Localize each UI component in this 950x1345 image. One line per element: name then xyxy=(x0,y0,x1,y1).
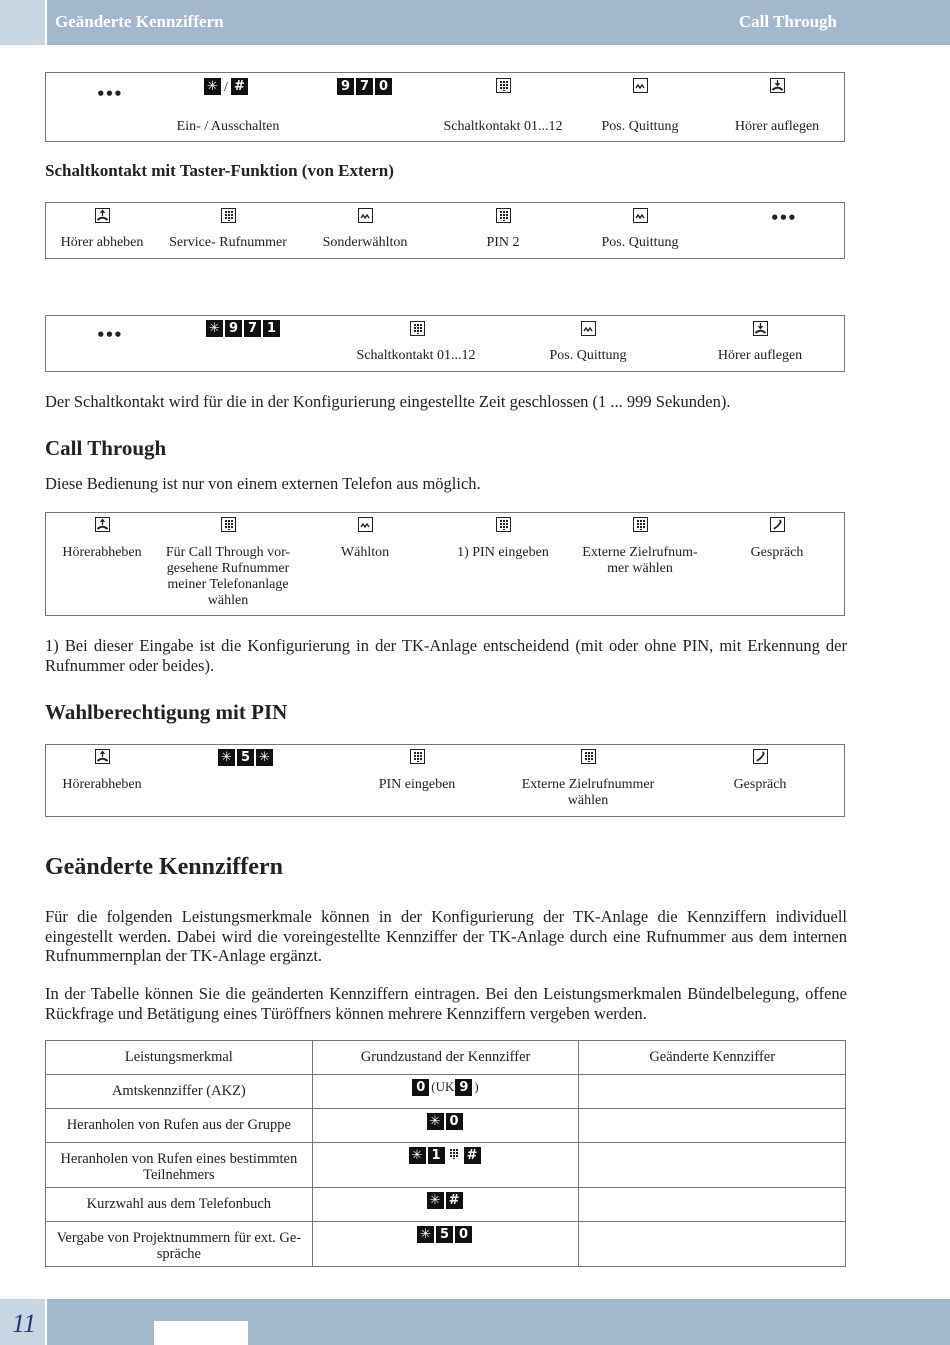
page-footer xyxy=(0,1299,950,1345)
changed-code-cell[interactable] xyxy=(579,1222,846,1267)
table-header: Leistungsmerkmal xyxy=(46,1041,313,1075)
table-row xyxy=(46,1075,846,1109)
tone-icon xyxy=(633,208,648,226)
step-label: Schaltkontakt 01...12 xyxy=(356,348,476,363)
paragraph-geaenderte-2: In der Tabelle können Sie die geänderten Kennziffern eintragen. Bei den Leistungsmerkmalen Bündelbelegung, offene Rückfrage und Betätigung eines Türöffners können mehrere Kennziffern vergeben werden. xyxy=(45,984,847,1023)
merkmal-cell: Vergabe von Projektnummern für ext. Ge- spräche xyxy=(46,1222,313,1267)
keypad-icon xyxy=(633,517,648,535)
code-pickup-group: ✳ 0 xyxy=(427,1113,465,1129)
step-label: Hörerabheben xyxy=(62,545,142,560)
handset-lift-icon xyxy=(95,749,110,767)
merkmal-cell: Amtskennziffer (AKZ) xyxy=(46,1075,313,1109)
key-1: 1 xyxy=(263,320,280,337)
dots-icon: ••• xyxy=(96,85,122,103)
step-label: Für Call Through vor- gesehene Rufnummer meiner Telefonanlage wählen xyxy=(165,545,291,608)
slash-separator: / xyxy=(224,80,228,95)
key-5: 5 xyxy=(237,749,254,766)
changed-code-cell[interactable] xyxy=(579,1143,846,1188)
table-header-row xyxy=(46,1041,846,1075)
step-label: Gespräch xyxy=(750,545,804,560)
step-label: PIN eingeben xyxy=(378,777,456,792)
table-row xyxy=(46,1143,846,1188)
procedure-box-taster xyxy=(45,202,845,259)
key-9: 9 xyxy=(225,320,242,337)
keypad-icon xyxy=(496,78,511,96)
keypad-icon xyxy=(410,749,425,767)
heading-wahlberechtigung: Wahlberechtigung mit PIN xyxy=(45,700,288,724)
tone-icon xyxy=(581,321,596,339)
step-label: Hörerabheben xyxy=(62,777,142,792)
keypad-icon xyxy=(447,1147,462,1162)
step-label: Pos. Quittung xyxy=(549,348,627,363)
step-label: 1) PIN eingeben xyxy=(457,545,549,560)
step-label: Externe Zielrufnum- mer wählen xyxy=(582,545,698,576)
footer-label-box xyxy=(154,1321,248,1345)
procedure-box-call-through xyxy=(45,512,845,616)
keypad-icon xyxy=(410,321,425,339)
step-label: Pos. Quittung xyxy=(601,119,679,134)
code-keys-970 xyxy=(337,78,394,96)
paragraph-call-through-intro: Diese Bedienung ist nur von einem externen Telefon aus möglich. xyxy=(45,474,481,493)
keypad-icon xyxy=(496,208,511,226)
talk-icon xyxy=(753,749,768,767)
dots-icon: ••• xyxy=(770,209,796,227)
section-heading-taster: Schaltkontakt mit Taster-Funktion (von Extern) xyxy=(45,161,394,180)
step-label: Sonderwählton xyxy=(322,235,408,250)
heading-geaenderte-kennziffern: Geänderte Kennziffern xyxy=(45,854,283,880)
key-7: 7 xyxy=(356,78,373,95)
procedure-box-taster-2 xyxy=(45,315,845,372)
key-7: 7 xyxy=(244,320,261,337)
code-cell xyxy=(312,1109,579,1143)
step-label: Pos. Quittung xyxy=(601,235,679,250)
talk-icon xyxy=(770,517,785,535)
changed-code-cell[interactable] xyxy=(579,1109,846,1143)
paragraph-schaltkontakt: Der Schaltkontakt wird für die in der Konfigurierung eingestellte Zeit geschlossen (1 ... 999 Sekunden). xyxy=(45,392,731,411)
header-section-title: Geänderte Kennziffern xyxy=(55,12,224,31)
changed-code-cell[interactable] xyxy=(579,1188,846,1222)
tone-icon xyxy=(633,78,648,96)
code-akz: 0 (UK 9 ) xyxy=(412,1079,478,1095)
star-key-icon: ✳ xyxy=(256,749,273,766)
page-number: 11 xyxy=(12,1309,37,1338)
step-label: Gespräch xyxy=(733,777,787,792)
code-cell xyxy=(312,1188,579,1222)
page-header xyxy=(0,0,950,45)
code-projektnummern: ✳ 5 0 xyxy=(417,1226,474,1242)
key-0: 0 xyxy=(375,78,392,95)
tone-icon xyxy=(358,517,373,535)
tone-icon xyxy=(358,208,373,226)
code-cell xyxy=(312,1075,579,1109)
table-row xyxy=(46,1188,846,1222)
step-label: Ein- / Ausschalten xyxy=(176,119,280,134)
keypad-icon xyxy=(581,749,596,767)
table-header: Geänderte Kennziffer xyxy=(579,1041,846,1075)
hangup-icon xyxy=(770,78,785,96)
dots-icon: ••• xyxy=(96,326,122,344)
code-keys-star5star xyxy=(218,749,275,767)
star-key-icon: ✳ xyxy=(204,78,221,95)
footnote-call-through: 1) Bei dieser Eingabe ist die Konfigurierung in der TK-Anlage entscheidend (mit oder ohne PIN, mit Erkennung der Rufnummer oder beides). xyxy=(45,636,847,675)
merkmal-cell: Heranholen von Rufen eines bestimmten Teilnehmers xyxy=(46,1143,313,1188)
step-label: Hörer abheben xyxy=(60,235,144,250)
step-label: Externe Zielrufnummer wählen xyxy=(521,777,655,808)
step-label: Hörer auflegen xyxy=(734,119,820,134)
code-pickup-subscriber: ✳ 1 # xyxy=(409,1147,483,1163)
code-kurzwahl: ✳ # xyxy=(427,1192,465,1208)
table-row xyxy=(46,1222,846,1267)
table-row xyxy=(46,1109,846,1143)
procedure-box-wahlberechtigung xyxy=(45,744,845,817)
step-label: Hörer auflegen xyxy=(717,348,803,363)
step-label: Schaltkontakt 01...12 xyxy=(443,119,563,134)
handset-lift-icon xyxy=(95,208,110,226)
heading-call-through: Call Through xyxy=(45,436,167,460)
hangup-icon xyxy=(753,321,768,339)
merkmal-cell: Heranholen von Rufen aus der Gruppe xyxy=(46,1109,313,1143)
code-cell xyxy=(312,1143,579,1188)
kennziffern-table xyxy=(45,1040,846,1267)
hash-key-icon: # xyxy=(231,78,248,95)
star-hash-keys xyxy=(204,78,250,96)
keypad-icon xyxy=(221,517,236,535)
step-label: PIN 2 xyxy=(486,235,520,250)
keypad-icon xyxy=(221,208,236,226)
step-label: Service- Rufnummer xyxy=(169,235,287,250)
header-tab xyxy=(0,0,45,45)
paragraph-geaenderte-1: Für die folgenden Leistungsmerkmale können in der Konfigurierung der TK-Anlage die Kennziffern individuell eingestellt werden. Dabei wird die voreingestellte Kennziffer der TK-Anlage durch eine Rufnummer aus dem internen Rufnummernplan der TK-Anlage ergänzt. xyxy=(45,907,847,965)
procedure-box-schaltkontakt xyxy=(45,72,845,142)
code-cell xyxy=(312,1222,579,1267)
code-keys-971 xyxy=(206,320,282,338)
merkmal-cell: Kurzwahl aus dem Telefonbuch xyxy=(46,1188,313,1222)
handset-lift-icon xyxy=(95,517,110,535)
star-key-icon: ✳ xyxy=(218,749,235,766)
table-header: Grundzustand der Kennziffer xyxy=(312,1041,579,1075)
star-key-icon: ✳ xyxy=(206,320,223,337)
step-label: Wählton xyxy=(340,545,390,560)
changed-code-cell[interactable] xyxy=(579,1075,846,1109)
key-9: 9 xyxy=(337,78,354,95)
header-chapter-title: Call Through xyxy=(738,12,837,31)
keypad-icon xyxy=(496,517,511,535)
